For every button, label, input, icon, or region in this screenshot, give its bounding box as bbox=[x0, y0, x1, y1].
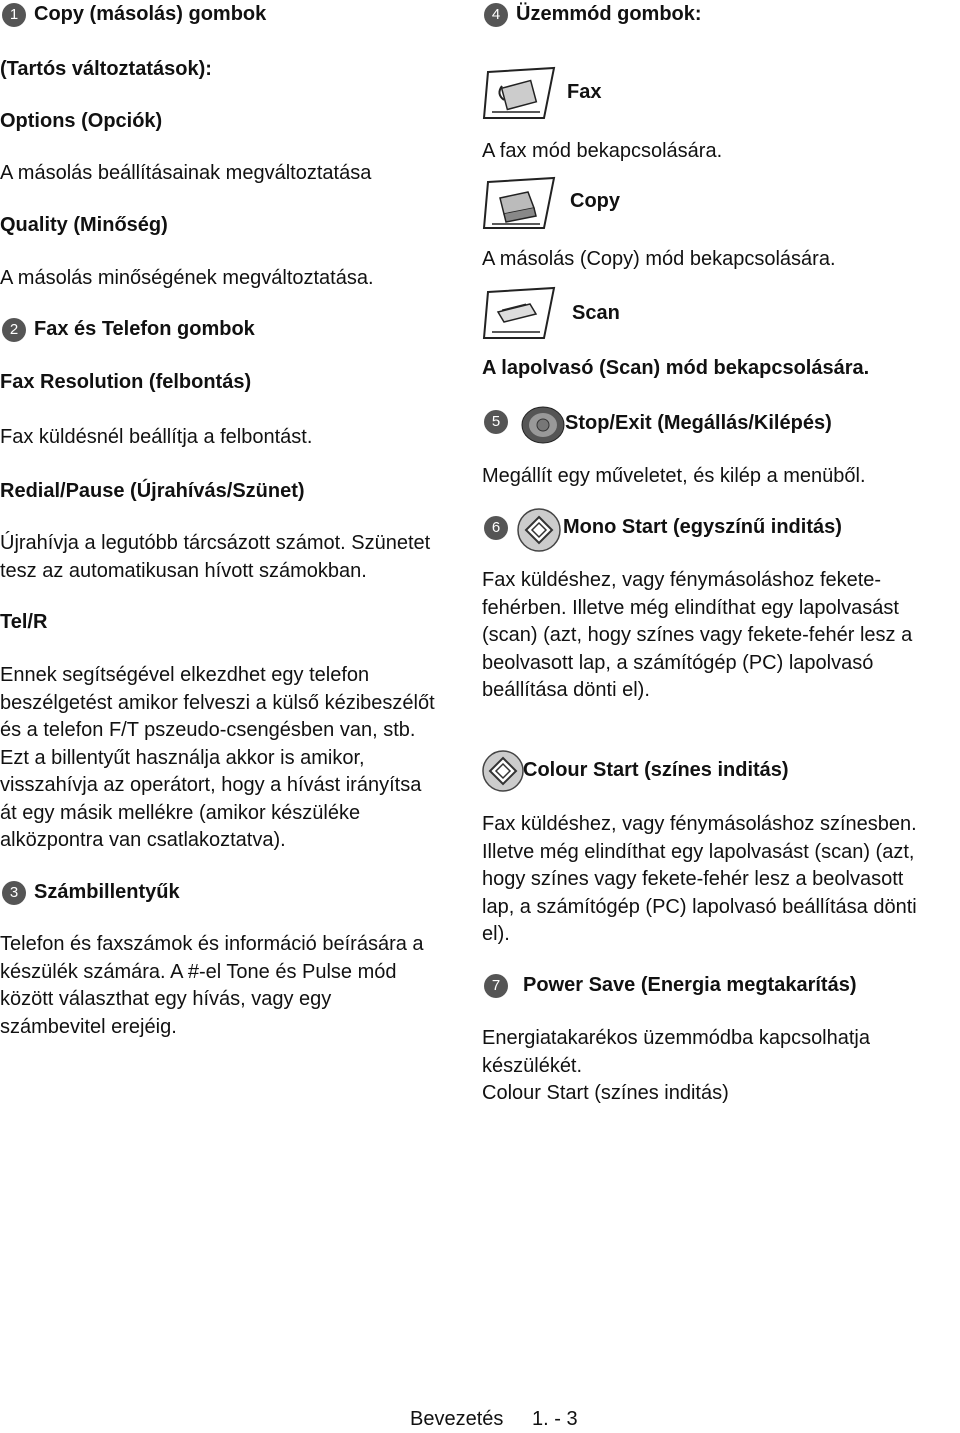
text-line: alközpontra van csatlakoztatva). bbox=[0, 829, 286, 851]
section-heading: Számbillentyűk bbox=[34, 881, 180, 903]
text-line: Fax küldéshez, vagy fénymásoláshoz fekete- bbox=[482, 569, 882, 591]
text-line: visszahívja az operátort, hogy a hívást irányítsa bbox=[0, 774, 422, 796]
text-line: készülék számára. A #-el Tone és Pulse mód bbox=[0, 960, 397, 983]
text-line: beszélgetést amikor felveszi a külső kézibeszélőt bbox=[0, 691, 435, 714]
mono-start-key-icon bbox=[516, 507, 562, 553]
scan-key-icon bbox=[482, 286, 560, 342]
text-line: beállítása dönti el). bbox=[482, 679, 650, 701]
text-line: Fax küldéshez, vagy fénymásoláshoz színesben. bbox=[482, 813, 917, 835]
text-line: készülékét. bbox=[482, 1054, 583, 1077]
text-line: el). bbox=[482, 923, 510, 945]
text-line: Újrahívja a legutóbb tárcsázott számot. Szünetet bbox=[0, 532, 431, 554]
section-heading: Mono Start (egyszínű inditás) bbox=[563, 516, 842, 538]
mode-description: Megállít egy műveletet, és kilép a menüből. bbox=[482, 465, 866, 487]
text-line: (scan) (azt, hogy színes vagy fekete-fehér lesz a bbox=[482, 624, 913, 646]
section-heading: Power Save (Energia megtakarítás) bbox=[523, 974, 857, 996]
item-description: A másolás minőségének megváltoztatása. bbox=[0, 267, 374, 289]
section-heading: Stop/Exit (Megállás/Kilépés) bbox=[565, 412, 832, 434]
text-line: között választhat egy hívás, vagy egy bbox=[0, 988, 332, 1010]
item-description: Fax küldésnél beállítja a felbontást. bbox=[0, 426, 313, 448]
item-title: Options (Opciók) bbox=[0, 110, 163, 132]
section-number-badge: 2 bbox=[2, 318, 26, 342]
text-line: hogy színes vagy fekete-fehér lesz a beolvasott bbox=[482, 868, 904, 890]
copy-key-icon bbox=[482, 176, 560, 232]
text-line: tesz az automatikusan hívott számokban. bbox=[0, 559, 367, 582]
footer-section-name: Bevezetés bbox=[410, 1408, 504, 1430]
text-line: lap, a számítógép (PC) lapolvasó beállítása dönti bbox=[482, 895, 917, 918]
fax-key-icon bbox=[482, 66, 560, 122]
text-line: Ennek segítségével elkezdhet egy telefon bbox=[0, 664, 370, 686]
stop-exit-key-icon bbox=[520, 404, 566, 444]
text-line: Ezt a billentyűt használja akkor is amikor, bbox=[0, 746, 365, 769]
item-description bbox=[0, 530, 430, 585]
section-number-badge: 5 bbox=[484, 410, 508, 434]
mode-description: A lapolvasó (Scan) mód bekapcsolására. bbox=[482, 357, 870, 379]
text-line: Illetve még elindíthat egy lapolvasást (scan) (azt, bbox=[482, 840, 915, 863]
mode-label: Scan bbox=[572, 302, 620, 324]
text-line: át egy másik mellékre (amikor készüléke bbox=[0, 801, 361, 824]
text-line: beolvasott lap, a számítógép (PC) lapolvasó bbox=[482, 651, 874, 674]
mode-description: A fax mód bekapcsolására. bbox=[482, 140, 723, 162]
mode-description: A másolás (Copy) mód bekapcsolására. bbox=[482, 248, 836, 270]
text-line: Energiatakarékos üzemmódba kapcsolhatja bbox=[482, 1027, 870, 1049]
mode-label: Copy bbox=[570, 190, 620, 212]
mode-description bbox=[482, 811, 917, 949]
section-number-badge: 1 bbox=[2, 3, 26, 27]
item-title: Redial/Pause (Újrahívás/Szünet) bbox=[0, 480, 305, 502]
mode-label: Fax bbox=[567, 81, 602, 103]
item-title: Fax Resolution (felbontás) bbox=[0, 371, 252, 393]
colour-start-key-icon bbox=[481, 748, 525, 794]
section-heading: Copy (másolás) gombok bbox=[34, 3, 267, 25]
text-line: Telefon és faxszámok és információ beírására a bbox=[0, 933, 424, 955]
text-line: és a telefon F/T pszeudo-csengésben van, stb. bbox=[0, 719, 416, 741]
section-heading: Fax és Telefon gombok bbox=[34, 318, 255, 340]
item-description bbox=[0, 662, 435, 855]
item-description bbox=[0, 931, 424, 1041]
item-description: A másolás beállításainak megváltoztatása bbox=[0, 162, 372, 184]
text-line: fehérben. Illetve még elindíthat egy lapolvasást bbox=[482, 596, 899, 619]
text-line: Colour Start (színes inditás) bbox=[482, 1082, 729, 1104]
mode-description bbox=[482, 1025, 870, 1108]
section-number-badge: 3 bbox=[2, 881, 26, 905]
item-title: Tel/R bbox=[0, 611, 48, 633]
section-number-badge: 4 bbox=[484, 3, 508, 27]
page-number: 1. - 3 bbox=[532, 1408, 578, 1430]
section-number-badge: 7 bbox=[484, 974, 508, 998]
item-title: Quality (Minőség) bbox=[0, 214, 168, 236]
section-heading: Üzemmód gombok: bbox=[516, 3, 702, 25]
subheading: (Tartós változtatások): bbox=[0, 58, 212, 80]
section-heading: Colour Start (színes inditás) bbox=[523, 759, 789, 781]
section-number-badge: 6 bbox=[484, 516, 508, 540]
text-line: számbevitel erejéig. bbox=[0, 1015, 177, 1038]
mode-description bbox=[482, 567, 912, 705]
